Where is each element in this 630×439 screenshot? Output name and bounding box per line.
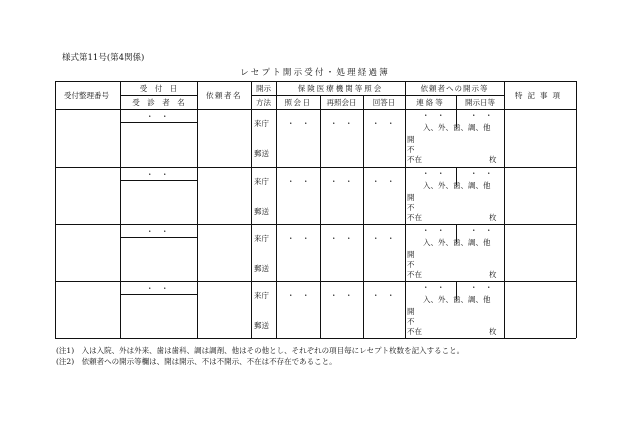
header-jushinsha-mei: 受 診 者 名 xyxy=(132,98,185,107)
col-line xyxy=(120,81,121,338)
header-uketsuke-bi: 受 付 日 xyxy=(139,84,178,93)
houhou-raichou: 来庁 xyxy=(254,291,269,300)
header-tokki: 特記事項 xyxy=(515,91,565,100)
shoukai-bi-dots: ・ ・ xyxy=(287,291,310,300)
date-subline xyxy=(120,294,197,295)
houhou-raichou: 来庁 xyxy=(254,234,269,243)
header-iraisha-kaiji: 依頼者への開示等 xyxy=(420,84,489,93)
shoukai-bi-dots: ・ ・ xyxy=(287,234,310,243)
header-kaiji-bi: 開示日等 xyxy=(465,98,495,107)
header-bottom-border xyxy=(55,109,576,110)
col-line xyxy=(320,95,321,338)
date-subline xyxy=(120,122,197,123)
houhou-raichou: 来庁 xyxy=(254,177,269,186)
renraku-dots: ・ ・ xyxy=(422,169,445,178)
category-list: 入、外、歯、調、他 xyxy=(423,181,491,190)
sai-shoukai-bi-dots: ・ ・ xyxy=(330,291,353,300)
header-hoken-iryou: 保険医療機関等照会 xyxy=(297,84,384,93)
header-uketsuke-bango: 受付整理番号 xyxy=(64,91,109,100)
col-line xyxy=(363,95,364,338)
renraku-dots: ・ ・ xyxy=(422,283,445,292)
fukaiji-label: 不 xyxy=(407,203,415,212)
date-subline xyxy=(120,237,197,238)
header-sai-shoukai-bi: 再照会日 xyxy=(326,98,357,107)
mai-label: 枚 xyxy=(489,213,497,222)
shoukai-bi-dots: ・ ・ xyxy=(287,177,310,186)
row-separator xyxy=(55,224,576,225)
table-top-border xyxy=(55,81,576,82)
fuzai-label: 不在 xyxy=(407,213,422,222)
houhou-raichou: 来庁 xyxy=(254,119,269,128)
kaiji-label: 開 xyxy=(407,135,415,144)
kaiji-bi-dots: ・ ・ xyxy=(470,283,493,292)
fukaiji-label: 不 xyxy=(407,317,415,326)
renraku-dots: ・ ・ xyxy=(422,111,445,120)
kaiji-label: 開 xyxy=(407,250,415,259)
table-bottom-border xyxy=(55,338,576,339)
row-separator xyxy=(55,167,576,168)
date-subline xyxy=(120,180,197,181)
sai-shoukai-bi-dots: ・ ・ xyxy=(330,119,353,128)
header-kaitou-bi: 回答日 xyxy=(372,98,396,107)
kaitou-bi-dots: ・ ・ xyxy=(372,234,395,243)
header-shoukai-bi: 照会日 xyxy=(284,98,312,107)
sai-shoukai-bi-dots: ・ ・ xyxy=(330,234,353,243)
col-line xyxy=(504,81,505,338)
houhou-yuusou: 郵送 xyxy=(254,264,269,273)
col-line xyxy=(197,81,198,338)
kaitou-bi-dots: ・ ・ xyxy=(372,119,395,128)
fuzai-label: 不在 xyxy=(407,327,422,336)
kaiji-bi-dots: ・ ・ xyxy=(470,111,493,120)
header-kaiji: 開示 xyxy=(256,84,271,93)
category-list: 入、外、歯、調、他 xyxy=(423,238,491,247)
category-list: 入、外、歯、調、他 xyxy=(423,295,491,304)
uketsuke-bi-dots: ・ ・ xyxy=(146,284,169,293)
header-iraisha-mei: 依頼者名 xyxy=(206,91,242,100)
fuzai-label: 不在 xyxy=(407,270,422,279)
category-list: 入、外、歯、調、他 xyxy=(423,123,491,132)
header-mid-line xyxy=(251,95,504,96)
col-line xyxy=(276,81,277,338)
renraku-dots: ・ ・ xyxy=(422,226,445,235)
shoukai-bi-dots: ・ ・ xyxy=(287,119,310,128)
row-separator xyxy=(55,281,576,282)
note-2: (注2) 依頼者への開示等欄は、開は開示、不は不開示、不在は不存在であること。 xyxy=(56,357,337,366)
kaiji-label: 開 xyxy=(407,307,415,316)
header-mid-line xyxy=(120,95,197,96)
mai-label: 枚 xyxy=(489,327,497,336)
col-line xyxy=(405,81,406,338)
kaitou-bi-dots: ・ ・ xyxy=(372,291,395,300)
header-renraku: 連絡等 xyxy=(416,98,445,107)
table-left-border xyxy=(55,81,56,338)
fukaiji-label: 不 xyxy=(407,145,415,154)
sai-shoukai-bi-dots: ・ ・ xyxy=(330,177,353,186)
kaiji-bi-dots: ・ ・ xyxy=(470,169,493,178)
houhou-yuusou: 郵送 xyxy=(254,149,269,158)
table-right-border xyxy=(576,81,577,338)
form-title: レセプト開示受付・処理経過簿 xyxy=(240,68,390,78)
kaitou-bi-dots: ・ ・ xyxy=(372,177,395,186)
houhou-yuusou: 郵送 xyxy=(254,321,269,330)
uketsuke-bi-dots: ・ ・ xyxy=(146,112,169,121)
col-line xyxy=(251,81,252,338)
kaiji-bi-dots: ・ ・ xyxy=(470,226,493,235)
kaiji-label: 開 xyxy=(407,193,415,202)
fukaiji-label: 不 xyxy=(407,260,415,269)
uketsuke-bi-dots: ・ ・ xyxy=(146,227,169,236)
houhou-yuusou: 郵送 xyxy=(254,207,269,216)
mai-label: 枚 xyxy=(489,270,497,279)
mai-label: 枚 xyxy=(489,155,497,164)
header-houhou: 方法 xyxy=(256,98,271,107)
note-1: (注1) 入は入院、外は外来、歯は歯科、調は調剤、他はその他とし、それぞれの項目毎にレセプト枚数を記入すること。 xyxy=(56,346,465,355)
uketsuke-bi-dots: ・ ・ xyxy=(146,170,169,179)
form-number-label: 様式第11号(第4関係) xyxy=(62,53,145,63)
fuzai-label: 不在 xyxy=(407,155,422,164)
